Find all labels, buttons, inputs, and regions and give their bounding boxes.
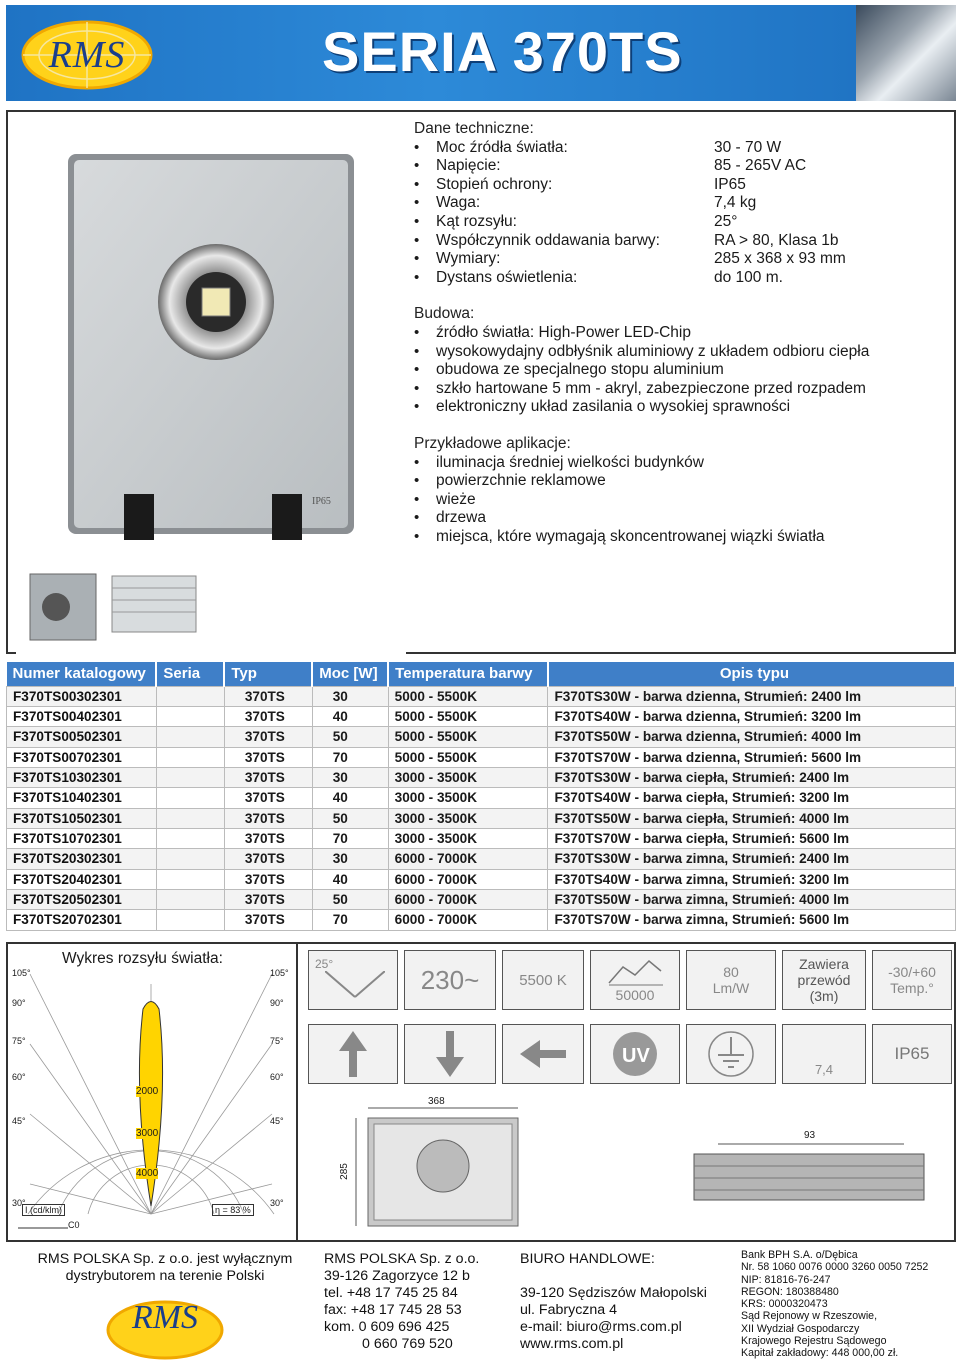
tech-label: • Moc źródła światła: (436, 138, 568, 156)
table-cell: 70 (312, 828, 388, 848)
table-cell: 70 (312, 747, 388, 767)
cable-icon (782, 950, 866, 1010)
tech-list (414, 139, 944, 288)
table-cell: F370TS00402301 (7, 706, 157, 726)
app-item (414, 528, 944, 547)
footer-line: Bank BPH S.A. o/Dębica (741, 1249, 858, 1261)
angle-label-left: 45° (12, 1116, 26, 1126)
dim-height: 285 (338, 1163, 350, 1180)
table-row (7, 869, 956, 889)
table-cell (156, 747, 224, 767)
table-cell: F370TS30W - barwa dzienna, Strumień: 2400 lm (548, 686, 955, 706)
table-cell: F370TS00702301 (7, 747, 157, 767)
table-cell: 40 (312, 869, 388, 889)
cable-line-3: (3m) (809, 988, 839, 1004)
angle-label-right: 75° (270, 1036, 284, 1046)
table-row (7, 828, 956, 848)
table-cell (156, 849, 224, 869)
tech-value: IP65 (714, 175, 746, 193)
footer-line: www.rms.com.pl (520, 1336, 624, 1352)
table-cell: F370TS40W - barwa dzienna, Strumień: 3200 lm (548, 706, 955, 726)
angle-label-left: 75° (12, 1036, 26, 1046)
c-label: C0 (68, 1220, 80, 1230)
footer-line: NIP: 81816-76-247 (741, 1273, 831, 1286)
table-row (7, 686, 956, 706)
footer-line: REGON: 180388480 (741, 1285, 839, 1298)
table-cell: F370TS10502301 (7, 808, 157, 828)
table-cell: 370TS (224, 889, 312, 909)
footer (6, 1245, 956, 1370)
table-cell: F370TS70W - barwa zimna, Strumień: 5600 lm (548, 910, 955, 930)
table-cell: F370TS40W - barwa zimna, Strumień: 3200 lm (548, 869, 955, 889)
build-item-text: • źródło światła: High-Power LED-Chip (436, 323, 691, 341)
table-cell: F370TS20502301 (7, 889, 157, 909)
build-item (414, 343, 944, 362)
footer-line: XII Wydział Gospodarczy (741, 1322, 860, 1335)
eta-label: η = 83 % (212, 1204, 254, 1216)
footer-office (520, 1251, 707, 1353)
angle-label-left: 105° (12, 968, 31, 978)
tech-label: • Kąt rozsyłu: (436, 212, 517, 230)
table-cell: 370TS (224, 828, 312, 848)
page-title: SERIA 370TS (322, 20, 683, 83)
cable-line-1: Zawiera (799, 956, 849, 972)
build-item-text: • szkło hartowane 5 mm - akryl, zabezpieczone przed rozpadem (436, 379, 866, 397)
light-distribution-chart (8, 944, 298, 1240)
ip-rating-icon (872, 1024, 952, 1084)
build-list (414, 324, 944, 417)
specifications (414, 120, 944, 546)
table-cell: 370TS (224, 808, 312, 828)
unit-label: I (cd/klm) (22, 1204, 65, 1216)
cable-line-2: przewód (797, 972, 851, 988)
table-row (7, 808, 956, 828)
ambient-temp-icon (872, 950, 952, 1010)
table-cell: F370TS10402301 (7, 788, 157, 808)
column-header: Seria (156, 662, 224, 686)
tech-row (414, 139, 944, 158)
column-header: Typ (224, 662, 312, 686)
distributor-line-1: RMS POLSKA Sp. z o.o. jest wyłącznym (37, 1251, 293, 1267)
table-cell: 70 (312, 910, 388, 930)
ring-label: 3000 (136, 1128, 159, 1139)
app-item-text: • iluminacja średniej wielkości budynków (436, 453, 704, 471)
lifetime-icon (590, 950, 680, 1010)
table-cell: 3000 - 3500K (388, 767, 548, 787)
table-row (7, 767, 956, 787)
ambient-value: -30/+60 (888, 964, 936, 980)
table-cell: F370TS10702301 (7, 828, 157, 848)
table-cell: 40 (312, 788, 388, 808)
app-item-text: • drzewa (436, 509, 486, 527)
table-cell: F370TS30W - barwa ciepła, Strumień: 2400 lm (548, 767, 955, 787)
svg-text:UV: UV (622, 1045, 650, 1067)
table-cell: F370TS00302301 (7, 686, 157, 706)
table-cell: 6000 - 7000K (388, 889, 548, 909)
weight-value: 7,4 (814, 1062, 834, 1077)
tech-label: • Napięcie: (436, 157, 501, 175)
table-cell: F370TS00502301 (7, 727, 157, 747)
tech-row (414, 269, 944, 288)
dim-width: 368 (428, 1096, 445, 1107)
tech-value: 25° (714, 212, 738, 230)
ring-label: 4000 (136, 1168, 159, 1179)
table-cell: 3000 - 3500K (388, 808, 548, 828)
tech-row (414, 194, 944, 213)
efficacy-unit: Lm/W (712, 980, 750, 996)
table-cell: 50 (312, 808, 388, 828)
table-cell: F370TS50W - barwa ciepła, Strumień: 4000 lm (548, 808, 955, 828)
table-cell (156, 767, 224, 787)
table-cell: F370TS20402301 (7, 869, 157, 889)
angle-label-right: 60° (270, 1072, 284, 1082)
apps-list (414, 454, 944, 547)
distribution-title: Wykres rozsyłu światła: (62, 950, 223, 967)
footer-line: Kapitał zakładowy: 448 000,00 zł. (741, 1347, 899, 1360)
life-value: 50000 (615, 987, 655, 1003)
tech-value: do 100 m. (714, 268, 783, 286)
ambient-label: Temp.° (890, 980, 934, 996)
footer-line: 39-126 Zagorzyce 12 b (324, 1268, 470, 1284)
footer-bank (741, 1249, 928, 1360)
tech-label: • Waga: (436, 194, 481, 212)
footer-line: BIURO HANDLOWE: (520, 1251, 655, 1267)
tech-row (414, 157, 944, 176)
tech-value: 30 - 70 W (714, 138, 782, 156)
build-item-text: • obudowa ze specjalnego stopu aluminium (436, 361, 724, 379)
tech-title: Dane techniczne: (414, 120, 534, 137)
angle-label-left: 90° (12, 998, 26, 1008)
table-cell: 40 (312, 706, 388, 726)
column-header: Opis typu (548, 662, 955, 686)
table-cell: 6000 - 7000K (388, 849, 548, 869)
table-cell: 5000 - 5500K (388, 686, 548, 706)
table-row (7, 727, 956, 747)
tech-row (414, 250, 944, 269)
table-cell: F370TS20302301 (7, 849, 157, 869)
table-cell (156, 686, 224, 706)
footer-logo-text: RMS (131, 1299, 199, 1336)
rms-logo (20, 19, 154, 91)
table-cell: 30 (312, 686, 388, 706)
app-item-text: • powierzchnie reklamowe (436, 472, 606, 490)
tech-label: • Dystans oświetlenia: (436, 268, 578, 286)
angle-label-right: 45° (270, 1116, 284, 1126)
tech-value: 285 x 368 x 93 mm (714, 250, 846, 268)
table-row (7, 747, 956, 767)
tech-row (414, 213, 944, 232)
table-cell (156, 706, 224, 726)
footer-line: tel. +48 17 745 25 84 (324, 1285, 458, 1301)
table-cell: F370TS40W - barwa ciepła, Strumień: 3200 lm (548, 788, 955, 808)
dim-depth: 93 (804, 1130, 816, 1141)
efficacy-value: 80 (723, 964, 739, 980)
table-cell: 370TS (224, 727, 312, 747)
build-item (414, 398, 944, 417)
table-cell: 50 (312, 889, 388, 909)
table-row (7, 889, 956, 909)
table-cell: 370TS (224, 869, 312, 889)
table-cell: 370TS (224, 747, 312, 767)
table-cell: F370TS20702301 (7, 910, 157, 930)
angle-label-right: 90° (270, 998, 284, 1008)
build-item (414, 324, 944, 343)
footer-line: KRS: 0000320473 (741, 1298, 828, 1311)
table-cell: F370TS10302301 (7, 767, 157, 787)
angle-value: 25° (315, 957, 334, 971)
table-cell: 30 (312, 767, 388, 787)
app-item (414, 472, 944, 491)
color-temp-icon (502, 950, 584, 1010)
footer-line: 39-120 Sędziszów Małopolski (520, 1285, 707, 1301)
table-cell (156, 828, 224, 848)
table-cell: 5000 - 5500K (388, 706, 548, 726)
table-cell: 370TS (224, 767, 312, 787)
tech-row (414, 176, 944, 195)
temp-value: 5500 K (519, 971, 567, 989)
weight-icon (782, 1024, 866, 1084)
ring-label: 2000 (136, 1086, 159, 1097)
tech-row (414, 232, 944, 251)
table-row (7, 706, 956, 726)
ip-value: IP65 (894, 1044, 930, 1063)
table-cell (156, 788, 224, 808)
beam-angle-icon (308, 950, 398, 1010)
table-row (7, 788, 956, 808)
catalog-table (6, 662, 956, 931)
app-item-text: • wieże (436, 490, 476, 508)
footer-line: Nr. 58 1060 0076 0000 3260 0050 7252 (741, 1261, 929, 1274)
arrow-down-icon (404, 1024, 496, 1084)
footer-line: e-mail: biuro@rms.com.pl (520, 1319, 682, 1335)
table-cell: 370TS (224, 706, 312, 726)
app-item (414, 509, 944, 528)
column-header: Temperatura barwy (388, 662, 548, 686)
table-cell: F370TS70W - barwa dzienna, Strumień: 5600 lm (548, 747, 955, 767)
column-header: Moc [W] (312, 662, 388, 686)
table-cell: F370TS50W - barwa dzienna, Strumień: 4000 lm (548, 727, 955, 747)
build-item-text: • elektroniczny układ zasilania o wysokiej sprawności (436, 398, 791, 416)
angle-label-right: 30° (270, 1198, 284, 1208)
build-item-text: • wysokowydajny odbłyśnik aluminiowy z układem odbioru ciepła (436, 342, 870, 360)
app-item (414, 491, 944, 510)
column-header: Numer katalogowy (7, 662, 157, 686)
voltage-icon (404, 950, 496, 1010)
footer-line: fax: +48 17 745 28 53 (324, 1302, 462, 1318)
ip-label: IP65 (312, 496, 331, 507)
logo-text: RMS (48, 34, 126, 76)
build-title: Budowa: (414, 305, 475, 323)
tech-value: RA > 80, Klasa 1b (714, 231, 839, 249)
table-cell: 6000 - 7000K (388, 869, 548, 889)
table-cell: 3000 - 3500K (388, 788, 548, 808)
footer-line: ul. Fabryczna 4 (520, 1302, 617, 1318)
table-header (7, 662, 956, 686)
table-cell (156, 910, 224, 930)
table-row (7, 849, 956, 869)
table-cell: 3000 - 3500K (388, 828, 548, 848)
header-banner (6, 5, 956, 101)
table-cell: F370TS50W - barwa zimna, Strumień: 4000 lm (548, 889, 955, 909)
footer-line: kom. 0 609 696 425 (324, 1319, 450, 1335)
header-photo (856, 5, 956, 101)
build-item (414, 361, 944, 380)
tech-value: 7,4 kg (714, 194, 757, 212)
build-item (414, 380, 944, 399)
efficacy-icon (686, 950, 776, 1010)
dimension-drawing (308, 1094, 952, 1234)
table-cell (156, 808, 224, 828)
table-cell: 370TS (224, 849, 312, 869)
angle-label-left: 60° (12, 1072, 26, 1082)
tech-label: • Stopień ochrony: (436, 175, 553, 193)
footer-line: RMS POLSKA Sp. z o.o. (324, 1251, 480, 1267)
table-cell (156, 727, 224, 747)
table-cell: 50 (312, 727, 388, 747)
footer-distributor (24, 1251, 306, 1361)
table-cell: F370TS30W - barwa zimna, Strumień: 2400 lm (548, 849, 955, 869)
product-photo (16, 112, 406, 656)
angle-label-right: 105° (270, 968, 289, 978)
footer-line (520, 1268, 707, 1285)
tech-label: • Wymiary: (436, 250, 501, 268)
app-item (414, 454, 944, 473)
table-cell: 370TS (224, 686, 312, 706)
footer-logo (105, 1299, 225, 1361)
ground-icon (686, 1024, 776, 1084)
app-item-text: • miejsca, które wymagają skoncentrowanej wiązki światła (436, 527, 825, 545)
angle-label-left: 30° (12, 1198, 26, 1208)
table-cell: 370TS (224, 910, 312, 930)
uv-icon (590, 1024, 680, 1084)
bottom-section (6, 942, 956, 1242)
table-cell: 30 (312, 849, 388, 869)
tech-label: • Współczynnik oddawania barwy: (436, 231, 660, 249)
footer-line: 0 660 769 520 (362, 1336, 453, 1352)
table-cell: 370TS (224, 788, 312, 808)
arrow-up-icon (308, 1024, 398, 1084)
tech-value: 85 - 265V AC (714, 157, 807, 175)
table-cell (156, 869, 224, 889)
apps-title: Przykładowe aplikacje: (414, 434, 571, 452)
footer-line: Sąd Rejonowy w Rzeszowie, (741, 1310, 878, 1323)
table-cell (156, 889, 224, 909)
distributor-line-2: dystrybutorem na terenie Polski (65, 1268, 265, 1284)
table-cell: F370TS70W - barwa ciepła, Strumień: 5600 lm (548, 828, 955, 848)
voltage-value: 230~ (420, 964, 480, 995)
footer-company (324, 1251, 479, 1353)
table-body (7, 686, 956, 930)
table-cell: 6000 - 7000K (388, 910, 548, 930)
table-row (7, 910, 956, 930)
table-cell: 5000 - 5500K (388, 727, 548, 747)
table-cell: 5000 - 5500K (388, 747, 548, 767)
footer-line: Krajowego Rejestru Sądowego (741, 1335, 887, 1348)
arrow-left-icon (502, 1024, 584, 1084)
